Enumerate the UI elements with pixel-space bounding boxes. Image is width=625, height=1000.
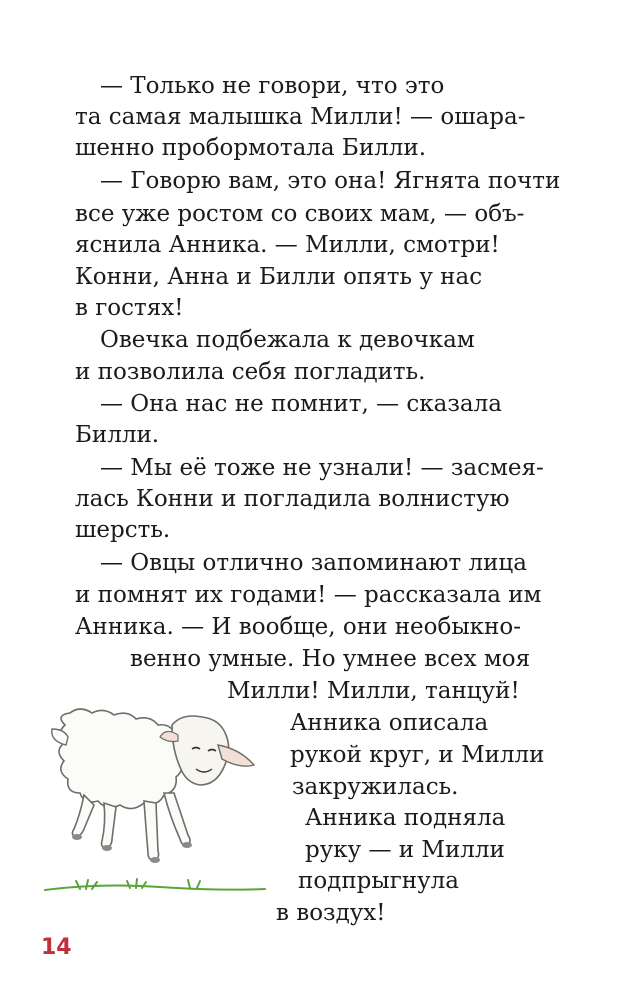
text-line: Милли! Милли, танцуй!	[227, 678, 520, 704]
text-line: шерсть.	[75, 517, 171, 543]
sheep-jumping-icon	[40, 705, 270, 909]
text-line: в воздух!	[276, 900, 386, 926]
text-line: — Мы её тоже не узнали! — засмея-	[100, 455, 544, 481]
text-line: в гостях!	[75, 295, 184, 321]
text-line: Анника подняла	[305, 805, 506, 831]
text-line: подпрыгнула	[298, 868, 459, 894]
text-line: и позволила себя погладить.	[75, 359, 426, 385]
page-number: 14	[41, 935, 72, 960]
text-line: венно умные. Но умнее всех моя	[130, 646, 531, 672]
text-line: — Только не говори, что это	[100, 73, 445, 99]
text-line: Анника. — И вообще, они необыкно-	[75, 614, 521, 640]
text-line: — Говорю вам, это она! Ягнята почти	[100, 168, 561, 194]
text-line: рукой круг, и Милли	[290, 742, 545, 768]
text-line: шенно пробормотала Билли.	[75, 135, 427, 161]
grass-icon	[45, 879, 265, 890]
text-line: Овечка подбежала к девочкам	[100, 327, 475, 353]
text-line: та самая малышка Милли! — ошара-	[75, 104, 526, 130]
text-line: закружилась.	[292, 774, 459, 800]
text-line: яснила Анника. — Милли, смотри!	[75, 232, 500, 258]
text-line: — Овцы отлично запоминают лица	[100, 550, 527, 576]
text-line: все уже ростом со своих мам, — объ-	[75, 201, 525, 227]
text-line: — Она нас не помнит, — сказала	[100, 391, 502, 417]
text-line: Конни, Анна и Билли опять у нас	[75, 264, 483, 290]
text-line: и помнят их годами! — рассказала им	[75, 582, 542, 608]
text-line: Анника описала	[290, 710, 489, 736]
text-line: Билли.	[75, 422, 160, 448]
text-line: лась Конни и погладила волнистую	[75, 486, 510, 512]
text-line: руку — и Милли	[305, 837, 505, 863]
